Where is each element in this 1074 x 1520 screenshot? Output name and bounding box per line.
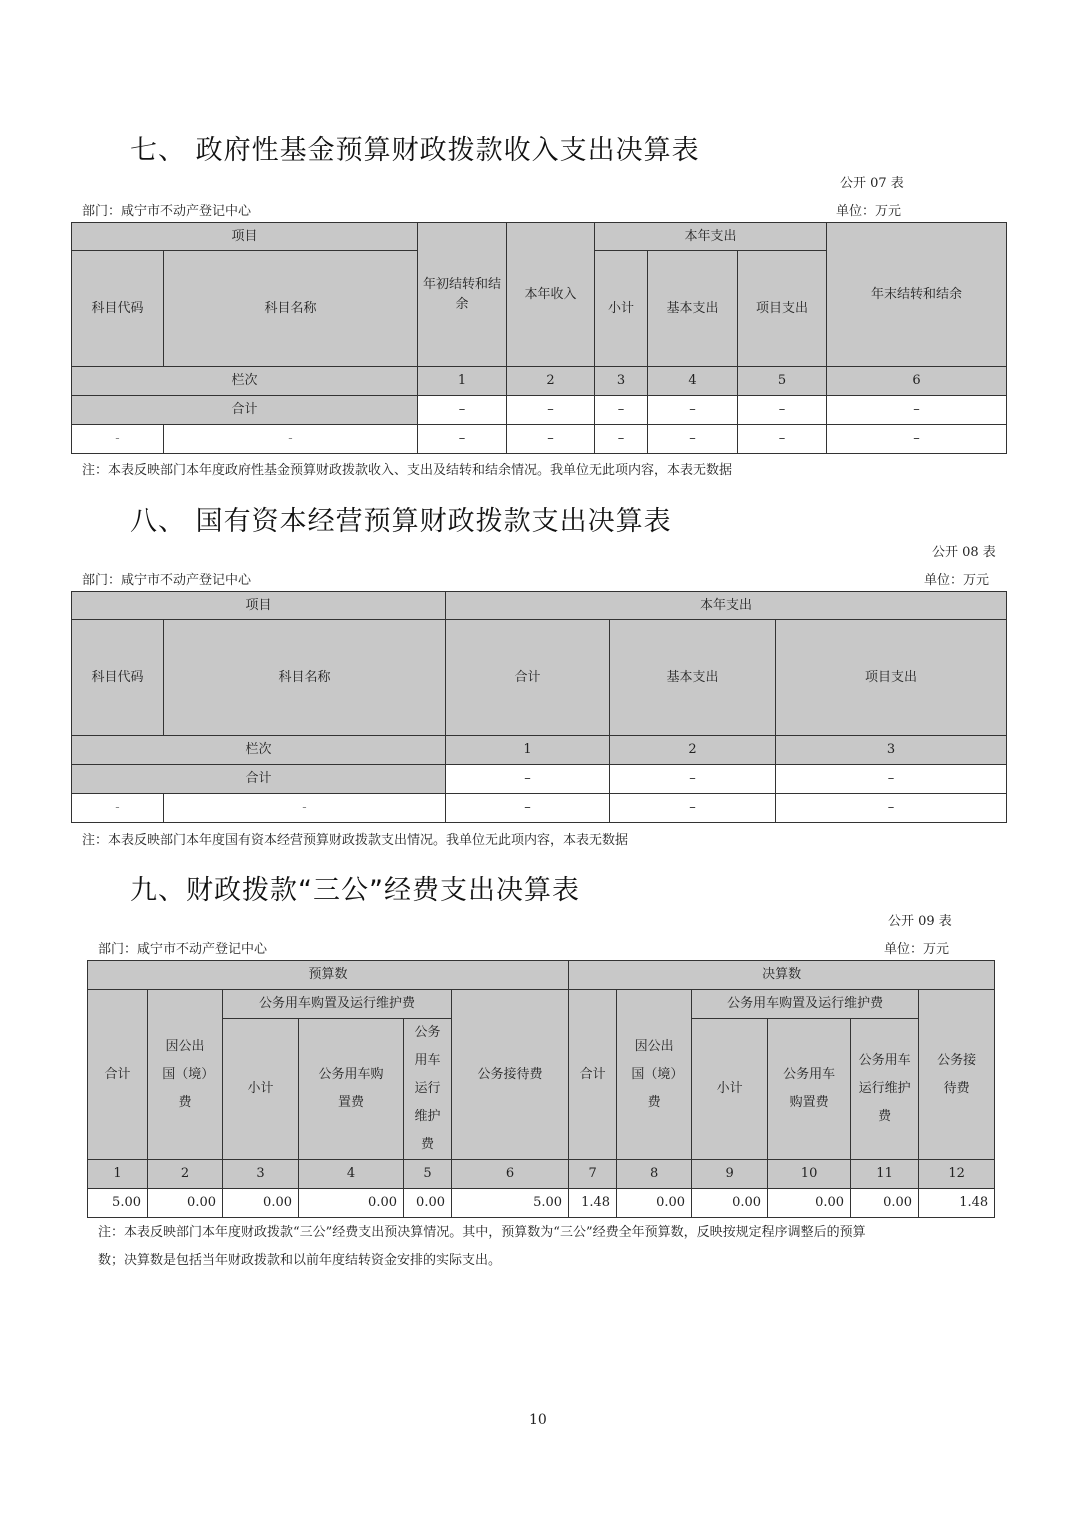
s9-col-num: 1 (88, 1160, 148, 1189)
s7-header-code: 科目代码 (72, 251, 164, 367)
s7-header-end-balance: 年末结转和结余 (827, 223, 1007, 367)
s8-data-value: – (446, 794, 610, 823)
s7-header-item: 项目 (72, 223, 418, 251)
s9-header-reception: 公务接待费 (452, 990, 569, 1160)
s9-value: 1.48 (919, 1189, 995, 1218)
section7-table (71, 222, 1007, 454)
s7-header-expense: 本年支出 (595, 223, 827, 251)
s9-header-final-abroad: 因公出国（境）费 (617, 990, 692, 1160)
section9-dept: 部门：咸宁市不动产登记中心 (98, 942, 268, 957)
section8-table (71, 591, 1007, 823)
s8-header-total: 合计 (446, 620, 610, 736)
s9-header-final-reception: 公务接待费 (919, 990, 995, 1160)
s9-header-abroad: 因公出国（境）费 (148, 990, 223, 1160)
section9-note-line2: 数；决算数是包括当年财政拨款和以前年度结转资金安排的实际支出。 (98, 1253, 502, 1268)
s9-value: 1.48 (569, 1189, 617, 1218)
s8-total-value: – (446, 765, 610, 794)
section8-unit: 单位：万元 (924, 573, 990, 588)
section9-note-line1: 注：本表反映部门本年度财政拨款“三公”经费支出预决算情况。其中，预算数为“三公”经费全年预算数，反映按规定程序调整后的预算 (98, 1225, 866, 1240)
s8-total-value: – (776, 765, 1007, 794)
s7-header-income: 本年收入 (507, 223, 595, 367)
section9-unit: 单位：万元 (884, 942, 950, 957)
section9-table (87, 960, 995, 1218)
s9-col-num: 7 (569, 1160, 617, 1189)
s9-col-num: 11 (851, 1160, 919, 1189)
s9-col-num: 6 (452, 1160, 569, 1189)
s7-data-value: – (595, 425, 648, 454)
s7-data-value: – (648, 425, 738, 454)
s9-value: 0.00 (768, 1189, 851, 1218)
s9-header-budget: 预算数 (88, 961, 569, 990)
page-number: 10 (529, 1412, 547, 1428)
s7-col-num: 2 (507, 367, 595, 396)
s7-total-value: – (595, 396, 648, 425)
s7-header-name: 科目名称 (164, 251, 418, 367)
s8-col-num: 3 (776, 736, 1007, 765)
s9-value: 5.00 (452, 1189, 569, 1218)
section9-title: 九、财政拨款“三公”经费支出决算表 (130, 875, 580, 906)
s7-col-num: 3 (595, 367, 648, 396)
s7-total-value: – (648, 396, 738, 425)
s7-data-value: – (738, 425, 827, 454)
s9-value: 0.00 (223, 1189, 299, 1218)
s7-data-name: - (164, 425, 418, 454)
s8-total-label: 合计 (72, 765, 446, 794)
section8-dept: 部门：咸宁市不动产登记中心 (82, 573, 252, 588)
s8-header-basic: 基本支出 (610, 620, 776, 736)
s7-header-basic: 基本支出 (648, 251, 738, 367)
s7-col-num: 4 (648, 367, 738, 396)
section7-note: 注：本表反映部门本年度政府性基金预算财政拨款收入、支出及结转和结余情况。我单位无此项内容，本表无数据 (82, 463, 733, 478)
section9-note (98, 1219, 998, 1275)
s8-col-num: 2 (610, 736, 776, 765)
s9-header-car-group: 公务用车购置及运行维护费 (223, 990, 452, 1019)
s7-col-num: 1 (418, 367, 507, 396)
s9-col-num: 10 (768, 1160, 851, 1189)
s9-col-num: 5 (404, 1160, 452, 1189)
section7-unit: 单位：万元 (836, 204, 902, 219)
s8-data-value: – (610, 794, 776, 823)
section7-title: 七、 政府性基金预算财政拨款收入支出决算表 (130, 135, 700, 166)
s9-header-final-car-purchase: 公务用车购置费 (768, 1019, 851, 1160)
section9-form-no: 公开 09 表 (888, 914, 952, 929)
s7-total-value: – (507, 396, 595, 425)
s7-header-project: 项目支出 (738, 251, 827, 367)
s7-total-value: – (738, 396, 827, 425)
s9-col-num: 12 (919, 1160, 995, 1189)
s7-col-num: 6 (827, 367, 1007, 396)
s8-header-project: 项目支出 (776, 620, 1007, 736)
section8-form-no: 公开 08 表 (932, 545, 996, 560)
s7-data-value: – (418, 425, 507, 454)
s9-header-car-run: 公务用车运行维护费 (404, 1019, 452, 1160)
s7-header-subtotal: 小计 (595, 251, 648, 367)
s9-header-car-purchase: 公务用车购置费 (299, 1019, 404, 1160)
s7-col-num: 5 (738, 367, 827, 396)
s7-total-value: – (827, 396, 1007, 425)
s9-col-num: 9 (692, 1160, 768, 1189)
s8-header-code: 科目代码 (72, 620, 164, 736)
s8-data-name: - (164, 794, 446, 823)
s9-value: 0.00 (148, 1189, 223, 1218)
s9-col-num: 2 (148, 1160, 223, 1189)
section8-title: 八、 国有资本经营预算财政拨款支出决算表 (130, 506, 672, 537)
s7-data-value: – (827, 425, 1007, 454)
s8-total-value: – (610, 765, 776, 794)
s8-header-item: 项目 (72, 592, 446, 620)
s9-col-num: 3 (223, 1160, 299, 1189)
section7-form-no: 公开 07 表 (840, 176, 904, 191)
s7-data-value: – (507, 425, 595, 454)
s8-data-value: – (776, 794, 1007, 823)
s9-value: 0.00 (851, 1189, 919, 1218)
s9-value: 0.00 (299, 1189, 404, 1218)
s7-column-label: 栏次 (72, 367, 418, 396)
s9-header-final: 决算数 (569, 961, 995, 990)
s7-header-begin-balance: 年初结转和结余 (418, 223, 507, 367)
s8-column-label: 栏次 (72, 736, 446, 765)
s9-value: 0.00 (404, 1189, 452, 1218)
s7-total-label: 合计 (72, 396, 418, 425)
s8-col-num: 1 (446, 736, 610, 765)
s9-header-final-total: 合计 (569, 990, 617, 1160)
s8-header-name: 科目名称 (164, 620, 446, 736)
s9-col-num: 8 (617, 1160, 692, 1189)
s9-header-total: 合计 (88, 990, 148, 1160)
s7-total-value: – (418, 396, 507, 425)
s9-value: 0.00 (617, 1189, 692, 1218)
s9-header-final-car-group: 公务用车购置及运行维护费 (692, 990, 919, 1019)
s8-data-code: - (72, 794, 164, 823)
s9-header-final-subtotal: 小计 (692, 1019, 768, 1160)
s9-col-num: 4 (299, 1160, 404, 1189)
s8-header-expense: 本年支出 (446, 592, 1007, 620)
s9-value: 5.00 (88, 1189, 148, 1218)
s9-header-subtotal: 小计 (223, 1019, 299, 1160)
section7-dept: 部门：咸宁市不动产登记中心 (82, 204, 252, 219)
s7-data-code: - (72, 425, 164, 454)
s9-value: 0.00 (692, 1189, 768, 1218)
section8-note: 注：本表反映部门本年度国有资本经营预算财政拨款支出情况。我单位无此项内容，本表无数据 (82, 833, 629, 848)
s9-header-final-car-run: 公务用车运行维护费 (851, 1019, 919, 1160)
